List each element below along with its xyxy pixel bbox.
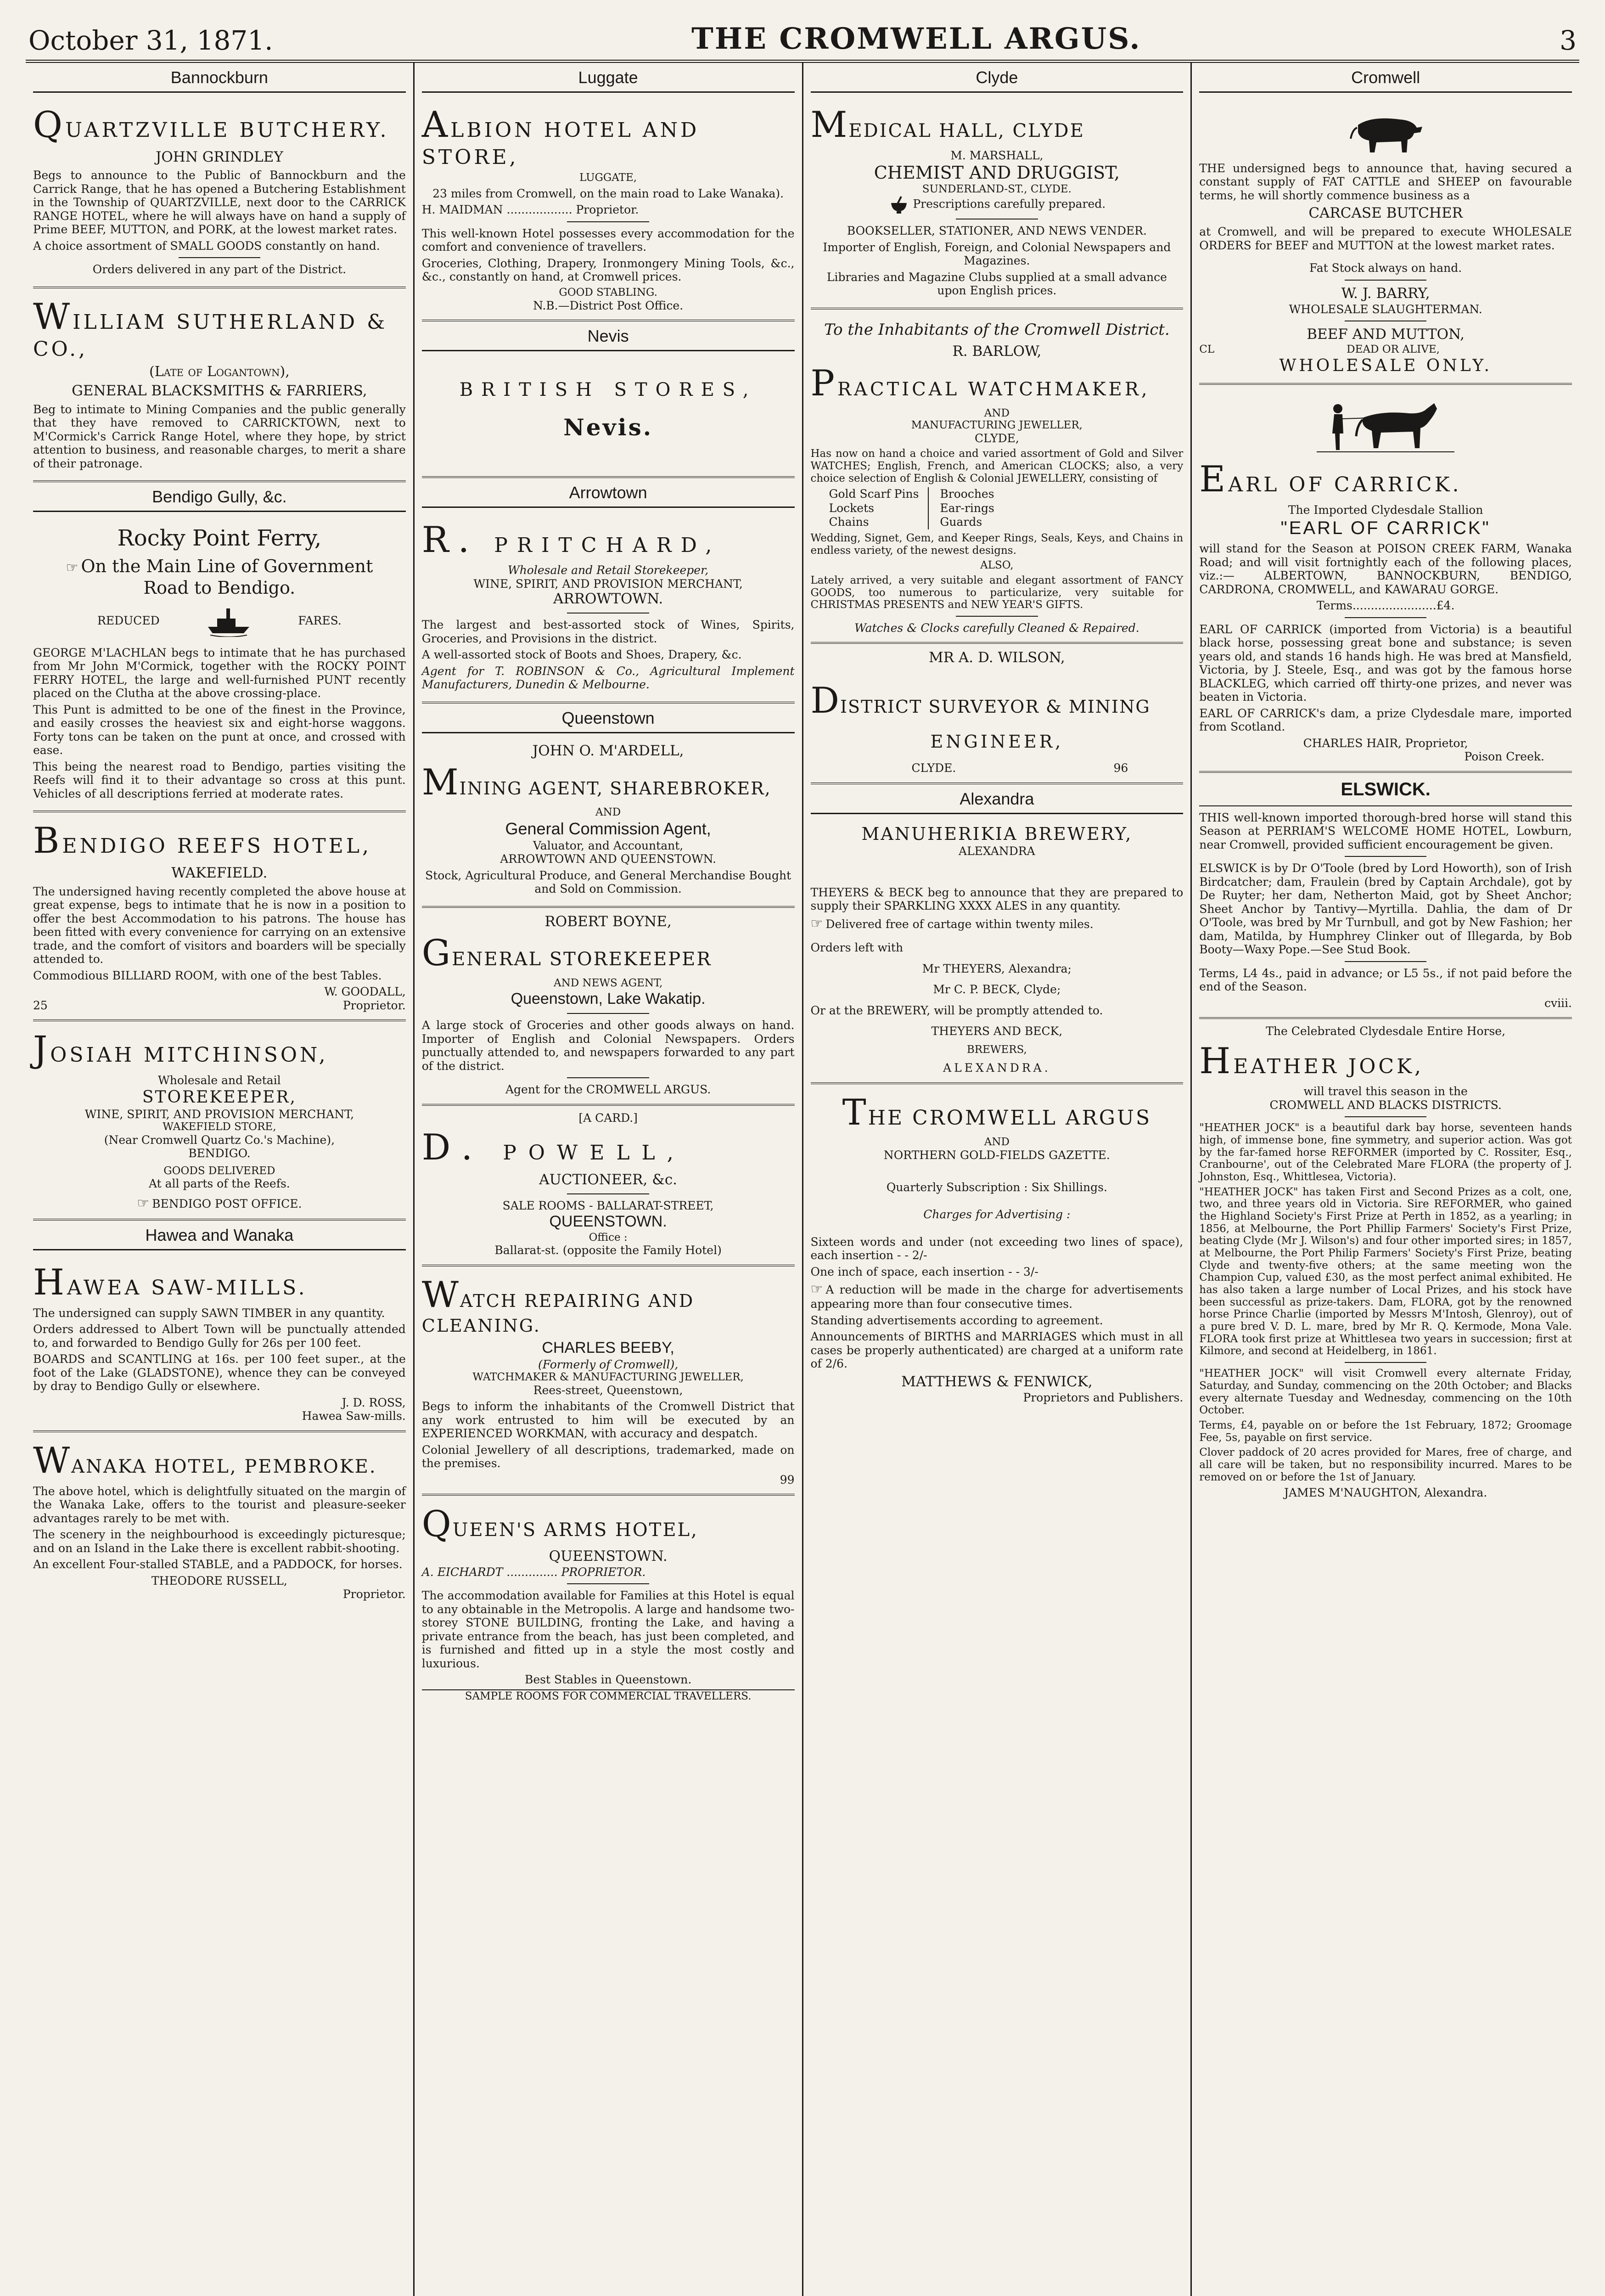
masthead: [26, 9, 1579, 63]
ad-body: This well-known Hotel possesses every accommodation for the comfort and convenience of travellers.: [421, 226, 795, 254]
divider: [1345, 961, 1427, 962]
ad-line: CHEMIST AND DRUGGIST,: [874, 163, 1120, 183]
ad-body: at Cromwell, and will be prepared to execute WHOLESALE ORDERS for BEEF and MUTTON at the lowest market rates.: [1199, 225, 1572, 252]
ad-signature: CHARLES HAIR, Proprietor,: [1303, 736, 1468, 750]
ad-quartzville-butchery: [33, 96, 406, 288]
rate-line: [811, 1281, 1184, 1311]
ad-body: EARL OF CARRICK (imported from Victoria) is a beautiful black horse, possessing great bone and substance; is seven years old, and stands 16 hands high. He was bred at Mansfield, Victoria, by J. Steele, Esq., and was got by the famous horse BLACKLEG, which carried off thirty-one prizes, and never was beaten in Victoria.: [1199, 622, 1572, 704]
list-item: Chains: [829, 515, 869, 529]
ad-body: A large stock of Groceries and other goods always on hand. Importer of English and Colonial Newspapers. Orders punctually attended to, and newspapers forwarded to any part of the district.: [421, 1019, 795, 1073]
ad-line: The Imported Clydesdale Stallion: [1288, 503, 1483, 517]
ad-name: M. MARSHALL,: [950, 148, 1044, 162]
section-heading-luggate: Luggate: [422, 63, 795, 93]
rate-line: Sixteen words and under (not exceeding two lines of space), each insertion - - 2/-: [810, 1235, 1184, 1262]
ad-title: ALBION HOTEL AND STORE,: [421, 104, 700, 169]
ad-title: BRITISH STORES,: [459, 379, 757, 400]
ad-subtitle: NORTHERN GOLD-FIELDS GAZETTE.: [883, 1148, 1110, 1162]
column-2: [415, 63, 803, 2296]
ad-body: Beg to intimate to Mining Companies and the public generally that they have removed to CARRICKTOWN, next to M'Cormick's Carrick Range Hotel, where they hope, by strict attention to business, and reasonable charges, to merit a share of their patronage.: [33, 402, 406, 470]
ad-footer-row: [811, 761, 1184, 775]
ad-line: SAMPLE ROOMS FOR COMMERCIAL TRAVELLERS.: [422, 1689, 795, 1703]
divider: [1345, 280, 1427, 281]
ad-line: WINE, SPIRIT, AND PROVISION MERCHANT,: [84, 1107, 354, 1121]
divider: [1345, 1362, 1427, 1363]
ad-name: JOHN O. M'ARDELL,: [532, 742, 684, 759]
ad-body: The above hotel, which is delightfully situated on the margin of the Wanaka Lake, offers to the tourist and pleasure-seeker advantages rarely to be met with.: [33, 1484, 406, 1525]
ad-body: 23 miles from Cromwell, on the main road to Lake Wanaka).: [432, 186, 784, 200]
ad-line-text: Prescriptions carefully prepared.: [913, 197, 1106, 211]
ad-body: Colonial Jewellery of all descriptions, trademarked, made on the premises.: [421, 1443, 795, 1470]
section-heading-bendigo-gully: Bendigo Gully, &c.: [33, 482, 406, 512]
ad-line: Wholesale and Retail: [158, 1074, 281, 1087]
ad-body: Clover paddock of 20 acres provided for Mares, free of charge, and all care will be taken, but no responsibility incurred. Mares to be removed on or before the 1st of January.: [1199, 1446, 1572, 1483]
ad-title: MINING AGENT, SHAREBROKER,: [421, 762, 771, 804]
ad-title: D. POWELL,: [421, 1127, 685, 1169]
ad-body: will stand for the Season at POISON CREEK FARM, Wanaka Road; and will visit fortnightly each of the following places, viz.:— ALBERTOWN, BANNOCKBURN, BENDIGO, CARDRONA, CROMWELL, and KAWARAU GORGE.: [1199, 542, 1572, 596]
newspaper-title: THE CROMWELL ARGUS.: [691, 21, 1141, 56]
ad-body: The largest and best-assorted stock of Wines, Spirits, Groceries, and Provisions in the district.: [421, 618, 795, 645]
ad-body: Commodious BILLIARD ROOM, with one of the best Tables.: [33, 968, 382, 982]
ad-body: THE undersigned begs to announce that, having secured a constant supply of FAT CATTLE and SHEEP on favourable terms, he will shortly commence business as a: [1199, 161, 1572, 202]
ad-body: An excellent Four-stalled STABLE, and a PADDOCK, for horses.: [33, 1558, 403, 1571]
ad-body: Libraries and Magazine Clubs supplied at a small advance upon English prices.: [826, 270, 1167, 298]
ad-body: ELSWICK is by Dr O'Toole (bred by Lord Howorth), son of Irish Birdcatcher; dam, Fraulein (bred by Captain Archdale), got by De Ruyter; her dam, Netherton Maid, got by Sheet Anchor; Sheet Anchor by Tantivy—Myrtilla. Dahlia, the dam of Dr O'Toole, was bred by Mr Turnbull, and got by New Fashion; her dam, Matilda, by Humphrey Clinker out of Illegarda, by Bob Booty—Waxy Pope.—See Stud Book.: [1199, 861, 1572, 957]
ad-body: The undersigned can supply SAWN TIMBER in any quantity.: [33, 1306, 385, 1320]
ad-mark: CL: [1199, 343, 1215, 355]
rate-line: Announcements of BIRTHS and MARRIAGES which must in all cases be properly authenticated) are charged at a uniform rate of 2/6.: [810, 1330, 1184, 1371]
ad-and: AND: [595, 806, 621, 819]
ad-line: QUEENSTOWN.: [549, 1213, 667, 1231]
ad-line-text: On the Main Line of Government: [81, 556, 373, 577]
ad-line: STOREKEEPER,: [142, 1087, 297, 1107]
ad-body: Agent for T. ROBINSON & Co., Agricultural Implement Manufacturers, Dunedin & Melbourne.: [421, 664, 795, 692]
ad-title: THE CROMWELL ARGUS: [842, 1092, 1152, 1133]
ad-beeby: [422, 1266, 795, 1496]
rate-line-text: A reduction will be made in the charge for advertisements appearing more than four consecutive times.: [810, 1283, 1184, 1311]
ad-body: This Punt is admitted to be one of the finest in the Province, and easily crosses the heaviest six and eight-horse waggons. Forty tons can be taken on the punt at once, and crossed with ease.: [33, 703, 406, 757]
ad-role: Proprietor.: [342, 998, 406, 1012]
ad-role: Proprietors and Publishers.: [1023, 1390, 1184, 1404]
ad-place: QUEENSTOWN.: [549, 1548, 668, 1565]
ad-title: QUEEN'S ARMS HOTEL,: [421, 1503, 698, 1545]
ad-title: HAWEA SAW-MILLS.: [33, 1262, 308, 1304]
column-1: [26, 63, 415, 2296]
section-heading-arrowtown: Arrowtown: [422, 478, 795, 508]
ad-signature: THEODORE RUSSELL,: [151, 1574, 287, 1587]
ad-line: GOODS DELIVERED: [163, 1165, 275, 1177]
ad-name: R. BARLOW,: [952, 343, 1042, 360]
ad-place: ARROWTOWN.: [553, 591, 663, 608]
ad-title: MEDICAL HALL, CLYDE: [810, 104, 1085, 146]
ad-line: THEYERS AND BECK,: [931, 1024, 1063, 1038]
ad-body: Terms, L4 4s., paid in advance; or L5 5s., if not paid before the end of the Season.: [1199, 966, 1572, 994]
section-heading-cromwell: Cromwell: [1199, 63, 1572, 93]
list-item: Brooches: [940, 487, 994, 501]
ad-body: The accommodation available for Families at this Hotel is equal to any obtainable in the Metropolis. A large and handsome two-storey STONE BUILDING, fronting the Lake, and having a private entrance from the beach, has just been completed, and is furnished and fitted up in a style the most costly and luxurious.: [421, 1589, 795, 1670]
ad-line: WATCHMAKER & MANUFACTURING JEWELLER,: [472, 1371, 744, 1384]
ad-line: Best Stables in Queenstown.: [524, 1673, 692, 1687]
ad-line: Or at the BREWERY, will be promptly attended to.: [810, 1003, 1103, 1017]
ad-heather-jock: [1199, 1019, 1572, 1507]
pointing-hand-icon: ☞: [137, 1195, 150, 1211]
jewellery-list-right: [940, 487, 994, 529]
ad-line: [33, 556, 406, 577]
ad-line: Quarterly Subscription : Six Shillings.: [886, 1180, 1107, 1194]
ad-body: A choice assortment of SMALL GOODS constantly on hand.: [33, 239, 380, 253]
jewellery-list: [811, 487, 1184, 529]
ad-powell: [422, 1106, 795, 1266]
ad-line: DEAD OR ALIVE,: [1347, 343, 1440, 355]
ad-body: Groceries, Clothing, Drapery, Ironmongery Mining Tools, &c., &c., constantly on hand, at Cromwell prices.: [421, 256, 795, 284]
ad-line-text: BENDIGO POST OFFICE.: [152, 1197, 302, 1210]
ad-place: CLYDE,: [974, 431, 1019, 445]
section-heading-clyde: Clyde: [811, 63, 1184, 93]
ad-signature: MATTHEWS & FENWICK,: [901, 1373, 1093, 1390]
issue-date: October 31, 1871.: [28, 25, 273, 56]
ad-body: A well-assorted stock of Boots and Shoes, Drapery, &c.: [421, 648, 742, 662]
ad-footer: Watches & Clocks carefully Cleaned & Repaired.: [854, 621, 1139, 635]
ad-prop: H. MAIDMAN .................. Proprietor.: [421, 203, 639, 217]
list-item: Guards: [940, 515, 982, 529]
rate-line: One inch of space, each insertion - - 3/-: [810, 1265, 1038, 1278]
ad-title: WILLIAM SUTHERLAND & CO.,: [33, 296, 388, 361]
steamboat-icon: [203, 605, 254, 637]
ad-body: Terms, £4, payable on or before the 1st February, 1872; Groomage Fee, 5s, payable on first service.: [1199, 1419, 1572, 1444]
ad-title: MANUHERIKIA BREWERY,: [861, 823, 1133, 844]
ad-sutherland: [33, 288, 406, 482]
ad-body: This being the nearest road to Bendigo, parties visiting the Reefs will find it to their advantage so cross at this punt. Vehicles of all descriptions ferried at moderate rates.: [33, 760, 406, 800]
ad-title: GENERAL STOREKEEPER: [421, 933, 712, 974]
ad-body: The undersigned having recently completed the above house at great expense, begs to intimate that he is now in a position to offer the best Accommodation to his patrons. The house has been fitted with every convenience for carrying on an extensive trade, and the comfort of visitors and boarders will be specially attended to.: [33, 884, 406, 966]
ad-footer: Orders delivered in any part of the District.: [92, 263, 347, 276]
ad-line: "EARL OF CARRICK": [1280, 518, 1491, 538]
ad-body: Importer of English, Foreign, and Colonial Newspapers and Magazines.: [823, 240, 1171, 268]
ad-line: CROMWELL AND BLACKS DISTRICTS.: [1269, 1098, 1502, 1112]
ad-cromwell-argus: [811, 1084, 1184, 1412]
ad-body: Has now on hand a choice and varied assortment of Gold and Silver WATCHES; English, French, and American CLOCKS; also, a very choice selection of English & Colonial JEWELLERY, consisting of: [810, 448, 1184, 484]
ad-signature: J. D. ROSS,: [342, 1396, 406, 1409]
ad-line: SALE ROOMS - BALLARAT-STREET,: [502, 1199, 714, 1212]
bull-icon: [1344, 107, 1427, 157]
ad-terms: Terms.......................£4.: [1316, 599, 1455, 613]
ad-place: WAKEFIELD.: [171, 865, 268, 882]
ad-hawea-saw-mills: [33, 1254, 406, 1432]
divider: [567, 1077, 649, 1078]
ad-name: JOHN GRINDLEY: [155, 148, 283, 165]
column-3: [803, 63, 1192, 2296]
ad-line: [33, 1195, 406, 1211]
ad-body: Lately arrived, a very suitable and elegant assortment of FANCY GOODS, too numerous to particularize, very suitable for CHRISTMAS PRESENTS and NEW YEAR'S GIFTS.: [810, 574, 1184, 611]
ad-title: WATCH REPAIRING AND CLEANING.: [421, 1274, 695, 1336]
ad-line: ENGINEER,: [930, 731, 1064, 752]
ad-title: ELSWICK.: [1341, 779, 1431, 799]
pointing-hand-icon: ☞: [810, 915, 823, 932]
divider: [1345, 856, 1427, 857]
ad-line: AUCTIONEER, &c.: [539, 1171, 678, 1188]
section-heading-hawea: Hawea and Wanaka: [33, 1221, 406, 1250]
ad-body-text: Delivered free of cartage within twenty miles.: [825, 917, 1094, 931]
ad-name: ROBERT BOYNE,: [544, 913, 672, 930]
ad-line: The Celebrated Clydesdale Entire Horse,: [1266, 1024, 1506, 1038]
ad-body: GEORGE M'LACHLAN begs to intimate that he has purchased from Mr John M'Cormick, together with the ROCKY POINT FERRY HOTEL, the large and well-furnished PUNT recently placed on the Clutha at the above crossing-place.: [33, 646, 406, 700]
ad-number: 99: [780, 1473, 795, 1486]
ad-line: [811, 196, 1184, 214]
ad-and: AND: [984, 1136, 1010, 1148]
ad-name: W. J. BARRY,: [1341, 285, 1430, 302]
ad-number: 96: [1113, 761, 1128, 775]
ad-line: GOOD STABLING.: [559, 286, 657, 298]
ad-body: BOARDS and SCANTLING at 16s. per 100 feet super., at the foot of the Lake (GLADSTONE), whence they can be conveyed by dray to Bendigo Gully or elsewhere.: [33, 1352, 406, 1393]
ad-name: MR A. D. WILSON,: [928, 649, 1065, 666]
ad-body: The scenery in the neighbourhood is exceedingly picturesque; and on an Island in the Lake there is excellent rabbit-shooting.: [33, 1528, 406, 1555]
divider: [567, 221, 649, 222]
ad-line: Office :: [589, 1231, 628, 1244]
ad-line: Orders left with: [810, 941, 904, 954]
ad-line: Ballarat-st. (opposite the Family Hotel): [494, 1244, 722, 1257]
ad-title: R. PRITCHARD,: [421, 519, 721, 561]
ad-body: "HEATHER JOCK" will visit Cromwell every alternate Friday, Saturday, and Sunday, commencing on the 20th October; and Blacks every alternate Tuesday and Wednesday, commencing on the 10th October.: [1199, 1367, 1572, 1417]
ad-wilson: [811, 644, 1184, 784]
ad-body: "HEATHER JOCK" is a beautiful dark bay horse, seventeen hands high, of immense bone, fine symmetry, and superior action. Was got by the far-famed horse REFORMER (imported by C. Rossiter, Esq., Cranbourne', out of the Celebrated Mare FLORA (the property of J. Johnston, Esq., Whittlesea, Victoria).: [1199, 1122, 1572, 1183]
ad-role: Hawea Saw-mills.: [302, 1409, 406, 1423]
list-item: Gold Scarf Pins: [829, 487, 919, 501]
ad-barlow: [811, 310, 1184, 644]
ad-number: cviii.: [1544, 996, 1572, 1010]
ad-line: WAKEFIELD STORE,: [163, 1121, 276, 1133]
divider: [567, 1583, 649, 1584]
list-item: Lockets: [829, 501, 874, 515]
ad-title: WANAKA HOTEL, PEMBROKE.: [33, 1440, 377, 1481]
ad-line: Agent for the CROMWELL ARGUS.: [505, 1083, 711, 1097]
ad-line: At all parts of the Reefs.: [149, 1177, 290, 1191]
horse-and-groom-icon: [1317, 395, 1454, 455]
ad-body: "HEATHER JOCK" has taken First and Second Prizes as a colt, one, two, and three years old in Victoria. Sire REFORMER, who gained the Highland Society's First Prize at Perth in 1852, as a yearling; in 1856, at Melbourne, the Port Phillip Farmers' Society's First Prize, beating Clyde (Mr J. Wilson's) and four other imported sires; in 1857, at Melbourne, the Port Philip Farmers' Society's First Prize, beating Clyde and twenty-five others; at the same meeting won the Champion Cup, valued £30, as the most perfect animal exhibited. He has also taken a large number of Local Prizes, and his stock have been successful as prize-takers. Dam, FLORA, got by the renowned horse Prince Charlie (imported by Messrs M'Intosh, Glenroy), out of a pure bred V. D. L. mare, bred by Mr R. Q. Kermode, Mona Vale. FLORA took first prize at Whittlesea two years in succession; first at Kilmore, and second at Heidelberg, in 1861.: [1199, 1186, 1572, 1357]
ad-body: THEYERS & BECK beg to announce that they are prepared to supply their SPARKLING XXXX ALES in any quantity.: [810, 885, 1184, 913]
ad-queens-arms: [422, 1496, 795, 1710]
section-heading-nevis: Nevis: [422, 321, 795, 351]
ad-arc-heading: To the Inhabitants of the Cromwell District.: [824, 320, 1170, 339]
reduced-label: REDUCED: [97, 614, 160, 628]
ad-line: AND NEWS AGENT,: [553, 977, 663, 990]
ad-line: Road to Bendigo.: [143, 577, 296, 598]
ad-line: Valuator, and Accountant,: [533, 838, 684, 852]
ad-title: BENDIGO REEFS HOTEL,: [33, 820, 371, 862]
ad-albion-hotel: [422, 96, 795, 321]
ad-prop: A. EICHARDT .............. PROPRIETOR.: [421, 1565, 646, 1579]
ad-line: N.B.—District Post Office.: [533, 298, 684, 312]
ad-pritchard: [422, 512, 795, 703]
ad-line: GENERAL BLACKSMITHS & FARRIERS,: [72, 382, 367, 399]
columns: [26, 63, 1579, 2296]
ad-title: JOSIAH MITCHINSON,: [33, 1029, 328, 1071]
ad-place: CLYDE.: [911, 761, 956, 775]
ad-line: BOOKSELLER, STATIONER, AND NEWS VENDER.: [847, 224, 1147, 238]
ad-rocky-point-ferry: [33, 516, 406, 812]
ad-manuherikia-brewery: [811, 818, 1184, 1084]
ad-title: EARL OF CARRICK.: [1199, 459, 1462, 501]
ad-body: Begs to inform the inhabitants of the Cromwell District that any work entrusted to him will be executed by an EXPERIENCED WORKMAN, with accuracy and despatch.: [421, 1400, 795, 1441]
ad-number: 25: [33, 998, 48, 1012]
ad-barry-butcher: [1199, 96, 1572, 385]
section-heading-queenstown: Queenstown: [422, 703, 795, 733]
ad-title: PRACTICAL WATCHMAKER,: [810, 362, 1150, 404]
ad-body: [811, 916, 1184, 932]
column-4: [1192, 63, 1579, 2296]
divider: [1345, 617, 1427, 618]
divider: [1199, 805, 1572, 806]
ad-earl-of-carrick: [1199, 385, 1572, 772]
ad-line: ARROWTOWN AND QUEENSTOWN.: [500, 852, 716, 866]
ad-footer-row: [33, 999, 406, 1013]
page-number: 3: [1560, 25, 1577, 56]
ad-line: ALEXANDRA.: [943, 1061, 1051, 1075]
ad-title: DISTRICT SURVEYOR & MINING: [810, 680, 1150, 722]
ad-line: BENDIGO.: [188, 1147, 251, 1160]
ad-body: Stock, Agricultural Produce, and General Merchandise Bought and Sold on Commission.: [425, 868, 791, 896]
section-heading-alexandra: Alexandra: [811, 784, 1184, 814]
divider: [956, 616, 1038, 617]
ad-line: General Commission Agent,: [505, 819, 711, 838]
ad-and: AND: [984, 407, 1010, 419]
pointing-hand-icon: ☞: [810, 1281, 823, 1298]
ad-line: (Formerly of Cromwell),: [538, 1357, 679, 1371]
pointing-hand-icon: ☞: [66, 560, 79, 576]
ad-wanaka-hotel: [33, 1432, 406, 1609]
ad-line: CARCASE BUTCHER: [1308, 205, 1463, 222]
divider: [567, 1193, 649, 1194]
rate-line: Standing advertisements according to agreement.: [810, 1313, 1103, 1327]
ad-card: [A CARD.]: [578, 1111, 638, 1125]
fares-row: [33, 598, 406, 643]
ad-line: Rees-street, Queenstown,: [533, 1383, 683, 1397]
bull-illustration: [1199, 107, 1572, 157]
ad-line: BEEF AND MUTTON,: [1307, 326, 1465, 343]
ad-line: (Near Cromwell Quartz Co.'s Machine),: [104, 1133, 335, 1147]
ad-place: Nevis.: [563, 413, 653, 441]
ad-title: QUARTZVILLE BUTCHERY.: [33, 104, 389, 146]
ad-line: BREWERS,: [966, 1043, 1027, 1056]
ad-role: Poison Creek.: [1464, 750, 1544, 764]
ad-british-stores: [422, 355, 795, 478]
ad-mitchinson: [33, 1021, 406, 1221]
ad-elswick: [1199, 773, 1572, 1019]
ad-role: Proprietor.: [342, 1587, 406, 1601]
ad-bendigo-reefs-hotel: [33, 812, 406, 1021]
horse-illustration: [1199, 395, 1572, 455]
ad-row: [1199, 343, 1572, 356]
ad-signature: JAMES M'NAUGHTON, Alexandra.: [1284, 1486, 1487, 1500]
ad-line: Mr C. P. BECK, Clyde;: [933, 983, 1061, 996]
ad-subtitle: (Late of Logantown),: [149, 364, 290, 380]
list-item: Ear-rings: [940, 501, 994, 515]
ad-signature: W. GOODALL,: [324, 985, 406, 999]
section-heading-bannockburn: Bannockburn: [33, 63, 406, 93]
ad-line: MANUFACTURING JEWELLER,: [911, 419, 1083, 432]
ad-line: SUNDERLAND-ST., CLYDE.: [922, 183, 1072, 196]
ad-body: Begs to announce to the Public of Bannockburn and the Carrick Range, that he has opened a Butchering Establishment in the Township of QUARTZVILLE, next door to the CARRICK RANGE HOTEL, where he will always have on hand a supply of Prime BEEF, MUTTON, and PORK, at the lowest market rates.: [33, 169, 406, 236]
ad-line: Queenstown, Lake Wakatip.: [511, 990, 706, 1007]
ad-body: THIS well-known imported thorough-bred horse will stand this Season at PERRIAM'S WELCOME HOME HOTEL, Lowburn, near Cromwell, provided sufficient encouragement be given.: [1199, 810, 1572, 851]
mortar-pestle-icon: [888, 196, 909, 214]
ad-name: CHARLES BEEBY,: [542, 1339, 674, 1357]
divider: [1345, 1116, 1427, 1117]
ad-title: Rocky Point Ferry,: [117, 525, 322, 551]
ad-mardell: [422, 737, 795, 908]
ad-line: Charges for Advertising :: [923, 1208, 1071, 1221]
ad-place: LUGGATE,: [579, 172, 637, 184]
ad-body: EARL OF CARRICK's dam, a prize Clydesdale mare, imported from Scotland.: [1199, 706, 1572, 734]
ad-place: ALEXANDRA: [959, 844, 1035, 858]
ad-subtitle: Wholesale and Retail Storekeeper,: [508, 563, 709, 577]
divider: [179, 257, 261, 258]
jewellery-list-left: [829, 487, 929, 529]
ad-medical-hall: [811, 96, 1184, 310]
ad-line: Mr THEYERS, Alexandra;: [922, 962, 1072, 975]
ad-body: Wedding, Signet, Gem, and Keeper Rings, Seals, Keys, and Chains in endless variety, of the newest designs.: [810, 532, 1184, 557]
ad-line: will travel this season in the: [1303, 1085, 1468, 1098]
ad-title: HEATHER JOCK,: [1199, 1040, 1424, 1082]
fares-label: FARES.: [298, 614, 342, 628]
ad-body: Orders addressed to Albert Town will be punctually attended to, and forwarded to Bendigo Gully for 26s per 100 feet.: [33, 1322, 406, 1350]
ad-line: WINE, SPIRIT, AND PROVISION MERCHANT,: [473, 577, 743, 591]
ad-line: ALSO,: [980, 559, 1014, 572]
ad-role: WHOLESALE SLAUGHTERMAN.: [1289, 302, 1482, 316]
ad-boyne: [422, 908, 795, 1106]
ad-line: Fat Stock always on hand.: [1309, 261, 1462, 275]
ad-line: WHOLESALE ONLY.: [1279, 356, 1492, 375]
divider: [567, 1013, 649, 1014]
